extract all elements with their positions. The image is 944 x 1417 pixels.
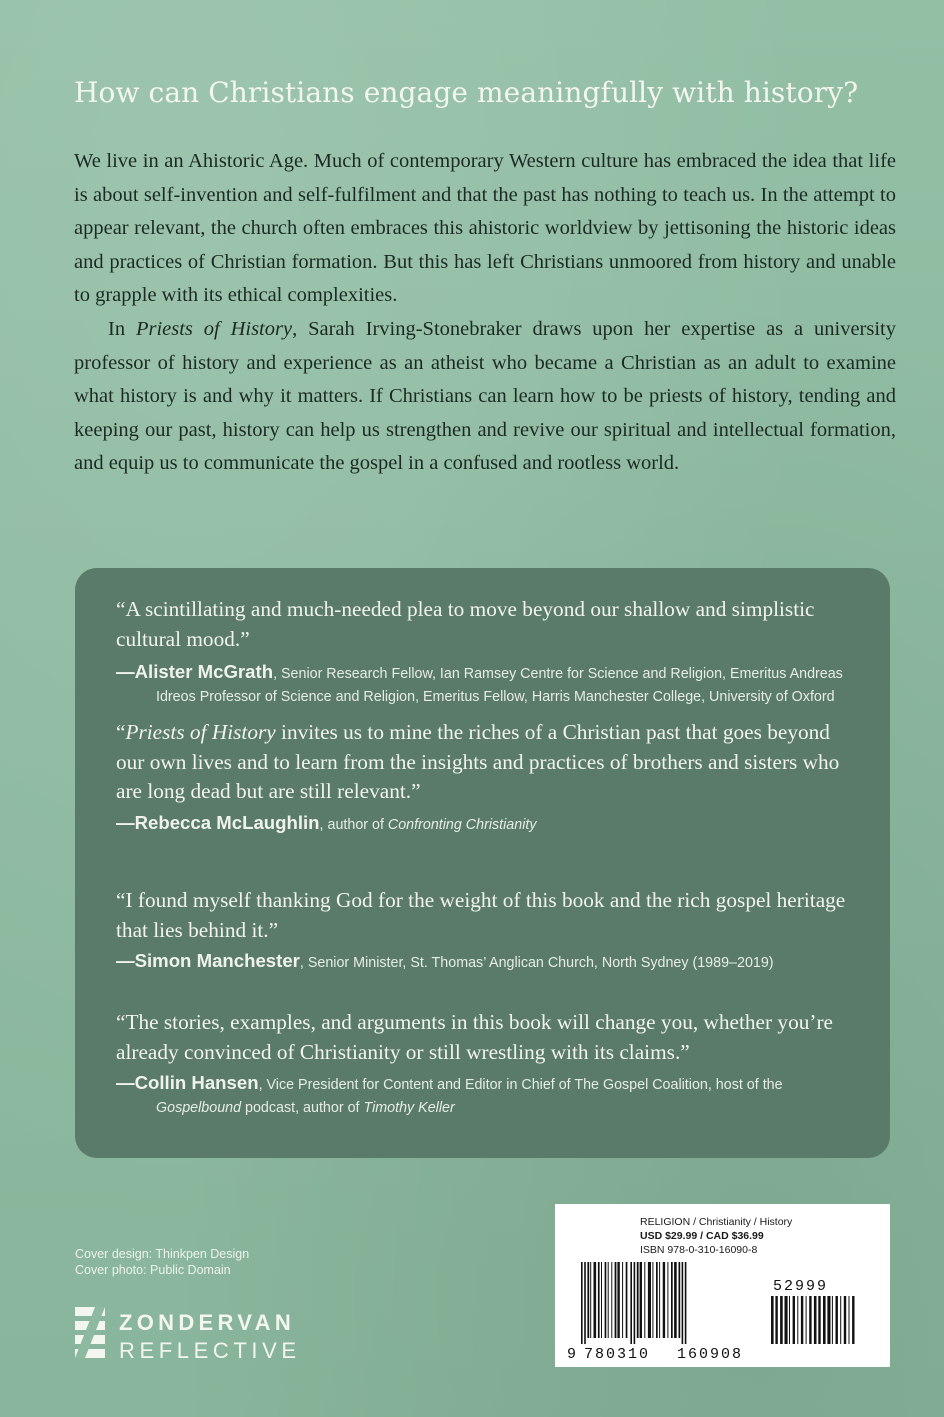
endorsement-quote bbox=[116, 718, 861, 807]
endorser-book: Timothy Keller bbox=[363, 1100, 455, 1116]
podcast-title: Gospelbound bbox=[156, 1100, 242, 1116]
barcode-bar bbox=[615, 1262, 617, 1338]
cover-design-credit: Cover design: Thinkpen Design bbox=[75, 1247, 250, 1261]
attribution-dash: — bbox=[116, 661, 135, 682]
barcode-bar bbox=[775, 1296, 777, 1344]
barcode-bar bbox=[605, 1262, 607, 1338]
endorser-role-cont: Idreos Professor of Science and Religion, Emeritus Fellow, Harris Manchester College, University of Oxford bbox=[156, 689, 835, 705]
attribution-dash: — bbox=[116, 1072, 135, 1093]
barcode-bar bbox=[849, 1296, 850, 1344]
barcode-bar bbox=[584, 1262, 586, 1344]
endorser-name: Alister McGrath bbox=[134, 661, 274, 682]
barcode-bar bbox=[674, 1262, 677, 1338]
endorser-name: Simon Manchester bbox=[134, 950, 300, 971]
barcode-bar bbox=[656, 1262, 658, 1338]
endorser-book: Confronting Christianity bbox=[387, 816, 537, 833]
endorsement-attribution bbox=[116, 1071, 861, 1120]
barcode-bar bbox=[630, 1262, 632, 1344]
publisher-name: ZONDERVAN bbox=[119, 1310, 296, 1335]
bisac-category: RELIGION / Christianity / History bbox=[640, 1216, 793, 1228]
barcode-bar bbox=[836, 1296, 838, 1344]
cover-credits bbox=[75, 1247, 249, 1278]
publisher-imprint: REFLECTIVE bbox=[119, 1338, 301, 1363]
endorsement-mclaughlin bbox=[116, 718, 861, 837]
quote-book-title: Priests of History bbox=[125, 720, 276, 744]
barcode-bar bbox=[789, 1296, 790, 1344]
barcode-bar bbox=[652, 1262, 653, 1338]
barcode-bar bbox=[667, 1262, 668, 1338]
attribution-dash: — bbox=[116, 950, 135, 971]
endorsement-quote: “The stories, examples, and arguments in this book will change you, whether you’re already convinced of Christianity or still wrestling with its claims.” bbox=[116, 1010, 834, 1064]
barcode-bar bbox=[663, 1262, 665, 1338]
barcode-bar bbox=[581, 1262, 583, 1344]
isbn-label: ISBN 978-0-310-16090-8 bbox=[640, 1244, 758, 1256]
barcode-bar bbox=[780, 1296, 783, 1344]
endorsement-manchester bbox=[116, 886, 861, 975]
barcode-bar bbox=[634, 1262, 636, 1344]
endorsement-attribution bbox=[116, 949, 861, 975]
barcode-bar bbox=[590, 1262, 591, 1338]
barcode-digits-right: 160908 bbox=[677, 1346, 744, 1363]
barcode-bar bbox=[852, 1296, 854, 1344]
endorsement-attribution bbox=[116, 660, 861, 709]
barcode-bar bbox=[587, 1262, 589, 1338]
zondervan-mark-icon bbox=[75, 1307, 105, 1363]
role-mid: podcast, author of bbox=[241, 1100, 364, 1116]
barcode-bar bbox=[608, 1262, 609, 1338]
endorsement-attribution bbox=[116, 811, 861, 837]
barcode-bar bbox=[598, 1262, 600, 1338]
barcode-bar bbox=[679, 1262, 681, 1338]
quote-open: “ bbox=[116, 720, 126, 744]
barcode-image bbox=[555, 1204, 890, 1367]
barcode-bar bbox=[771, 1296, 774, 1344]
barcode-bar bbox=[648, 1262, 651, 1338]
endorsement-quote: “I found myself thanking God for the weight of this book and the rich gospel heritage that lies behind it.” bbox=[116, 888, 846, 942]
barcode-bar bbox=[659, 1262, 660, 1338]
barcode-bar bbox=[671, 1262, 673, 1338]
barcode-bar bbox=[827, 1296, 830, 1344]
book-title: Priests of History bbox=[135, 317, 293, 340]
quote-rest: invites us to mine the riches of a Christian past that goes beyond our own lives and to learn from the insights and practices of brothers and sisters who are long dead but are still relevant.” bbox=[116, 720, 840, 803]
barcode-bar bbox=[601, 1262, 602, 1338]
barcode-bar bbox=[793, 1296, 795, 1344]
barcode-digit-first: 9 bbox=[567, 1346, 577, 1363]
endorser-role: , Senior Minister, St. Thomas’ Anglican Church, North Sydney (1989–2019) bbox=[299, 955, 774, 971]
blurb-p2-intro: In bbox=[108, 317, 136, 340]
description-blurb bbox=[74, 145, 896, 481]
blurb-paragraph-1: We live in an Ahistoric Age. Much of contemporary Western culture has embraced the idea that life is about self-invention and self-fulfilment and that the past has nothing to teach us. In the attempt to appear relevant, the church often embraces this ahistoric worldview by jettisoning the historic ideas and practices of Christian formation. But this has left Christians unmoored from history and unable to grapple with its ethical complexities. bbox=[74, 150, 896, 307]
endorser-name: Rebecca McLaughlin bbox=[134, 811, 320, 833]
barcode-bar bbox=[644, 1262, 645, 1338]
barcode-bar bbox=[594, 1262, 597, 1338]
barcode-bar bbox=[814, 1296, 817, 1344]
barcode-bar bbox=[832, 1296, 833, 1344]
endorser-role: , Vice President for Content and Editor in Chief of The Gospel Coalition, host of the bbox=[258, 1077, 783, 1093]
attribution-dash: — bbox=[116, 811, 135, 833]
endorser-role-cont bbox=[116, 1097, 861, 1120]
publisher-logo bbox=[75, 1305, 355, 1365]
endorsement-hansen bbox=[116, 1008, 861, 1120]
blurb-p2-body: , Sarah Irving-Stonebraker draws upon her expertise as a university professor of history and experience as an atheist who became a Christian as an adult to examine what history is and why it matters. If Christians can learn how to be priests of history, tending and keeping our past, history can help us strengthen and revive our spiritual and intellectual formation, and equip us to communicate the gospel in a confused and rootless world. bbox=[74, 317, 896, 475]
blurb-paragraph-2 bbox=[74, 313, 896, 481]
barcode-bar bbox=[685, 1262, 687, 1344]
barcode-bar bbox=[626, 1262, 628, 1338]
barcode-bar bbox=[806, 1296, 807, 1344]
barcode-bar bbox=[818, 1296, 820, 1344]
price-barcode-bars bbox=[771, 1296, 855, 1344]
barcode-bar bbox=[637, 1262, 639, 1338]
endorsement-mcgrath bbox=[116, 595, 861, 709]
cover-photo-credit: Cover photo: Public Domain bbox=[75, 1262, 231, 1277]
barcode-bar bbox=[809, 1296, 811, 1344]
price-label: USD $29.99 / CAD $36.99 bbox=[640, 1230, 764, 1242]
barcode-bar bbox=[617, 1262, 619, 1338]
headline: How can Christians engage meaningfully with history? bbox=[74, 76, 859, 109]
barcode-bar bbox=[611, 1262, 612, 1338]
barcode-digits-left: 780310 bbox=[584, 1346, 651, 1363]
endorsements-panel bbox=[75, 568, 890, 1158]
endorser-name: Collin Hansen bbox=[134, 1072, 259, 1093]
barcode-bar bbox=[844, 1296, 846, 1344]
endorsement-quote: “A scintillating and much-needed plea to move beyond our shallow and simplistic cultural mood.” bbox=[116, 597, 815, 651]
price-code-digits: 52999 bbox=[773, 1278, 829, 1295]
barcode-label bbox=[555, 1204, 890, 1367]
endorser-role: , Senior Research Fellow, Ian Ramsey Centre for Science and Religion, Emeritus Andreas bbox=[273, 666, 843, 682]
barcode-bar bbox=[640, 1262, 642, 1338]
barcode-bar bbox=[801, 1296, 803, 1344]
endorser-role: , author of bbox=[319, 816, 388, 833]
barcode-bar bbox=[785, 1296, 788, 1344]
barcode-bar bbox=[682, 1262, 684, 1344]
barcode-bar bbox=[797, 1296, 798, 1344]
isbn-barcode-bars bbox=[581, 1262, 686, 1344]
barcode-bar bbox=[622, 1262, 623, 1338]
barcode-bar bbox=[840, 1296, 841, 1344]
barcode-bar bbox=[823, 1296, 826, 1344]
